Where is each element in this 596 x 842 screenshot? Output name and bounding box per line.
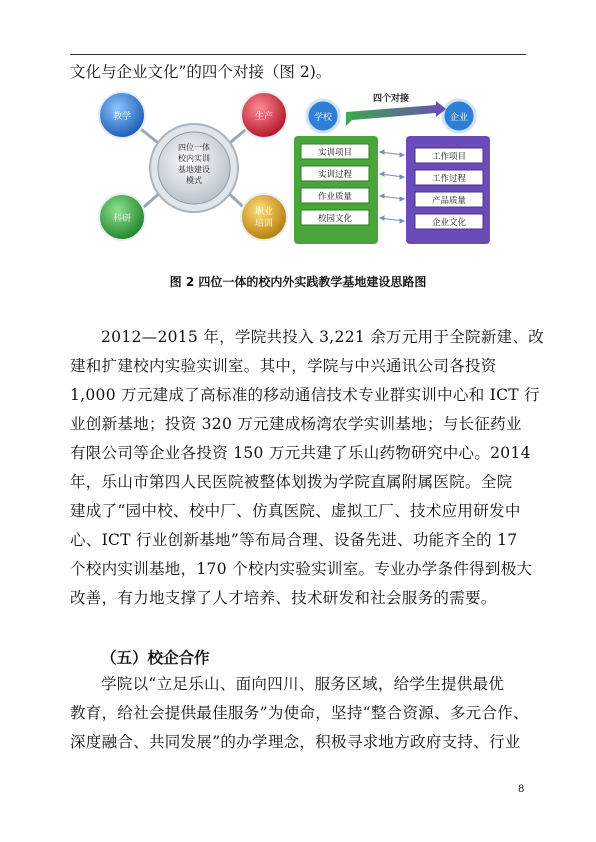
center-line-4: 模式	[186, 176, 202, 185]
node-teaching-label: 教学	[112, 112, 132, 122]
center-line-2: 校内实训	[178, 154, 210, 163]
paragraph-line: 深度融合、共同发展”的办学理念，积极寻求地方政府支持、行业	[70, 733, 521, 751]
section-heading: （五）校企合作	[101, 648, 210, 667]
enterprise-label: 企业	[449, 113, 469, 123]
paragraph-line: 教育，给社会提供最佳服务”为使命，坚持“整合资源、多元合作、	[70, 704, 529, 722]
arrow-label: 四个对接	[372, 94, 410, 104]
left-item: 实训项目	[317, 148, 353, 158]
right-item: 工作过程	[431, 174, 467, 184]
left-item: 实训过程	[317, 170, 353, 180]
right-item: 企业文化	[431, 218, 467, 228]
page-number: 8	[518, 784, 525, 795]
center-line-3: 基地建设	[178, 165, 210, 174]
right-item: 产品质量	[431, 196, 467, 206]
paragraph-line: 学院以“立足乐山、面向四川、服务区域，给学生提供最优	[101, 675, 505, 693]
paragraph-line: 个校内实训基地，170 个校内实验实训室。专业办学条件得到极大	[70, 560, 533, 578]
paragraph-line: 2012—2015 年，学院共投入 3,221 余万元用于全院新建、改	[101, 328, 545, 346]
header-rule	[70, 54, 526, 55]
paragraph-line: 1,000 万元建成了高标准的移动通信技术专业群实训中心和 ICT 行	[70, 386, 540, 404]
school-label: 学校	[313, 113, 333, 123]
node-training	[241, 194, 287, 240]
node-training-label-1: 职业	[254, 207, 274, 217]
figure-diagram	[90, 88, 510, 253]
paragraph-line: 建和扩建校内实验实训室。其中，学院与中兴通讯公司各投资	[70, 357, 497, 375]
left-item: 校园文化	[317, 214, 353, 224]
right-item: 工作项目	[431, 152, 467, 162]
node-research-label: 科研	[112, 214, 132, 224]
node-production-label: 生产	[254, 112, 274, 122]
top-line: 文化与企业文化”的四个对接（图 2)。	[70, 63, 332, 81]
paragraph-line: 有限公司等企业各投资 150 万元共建了乐山药物研究中心。2014	[70, 444, 531, 462]
link-arrows	[380, 150, 404, 223]
paragraph-line: 业创新基地；投资 320 万元建成杨湾农学实训基地；与长征药业	[70, 415, 522, 433]
left-item: 作业质量	[317, 192, 353, 202]
center-line-1: 四位一体	[178, 143, 210, 152]
figure-caption: 图 2 四位一体的校内外实践教学基地建设思路图	[169, 275, 427, 289]
paragraph-line: 年，乐山市第四人民医院被整体划拨为学院直属附属医院。全院	[70, 473, 513, 491]
node-training-label-2: 培训	[254, 219, 274, 229]
paragraph-line: 建成了“园中校、校中厂、仿真医院、虚拟工厂、技术应用研发中	[70, 502, 521, 520]
paragraph-line: 改善，有力地支撑了人才培养、技术研发和社会服务的需要。	[70, 589, 497, 607]
paragraph-line: 心、ICT 行业创新基地”等布局合理、设备先进、功能齐全的 17	[70, 531, 518, 549]
